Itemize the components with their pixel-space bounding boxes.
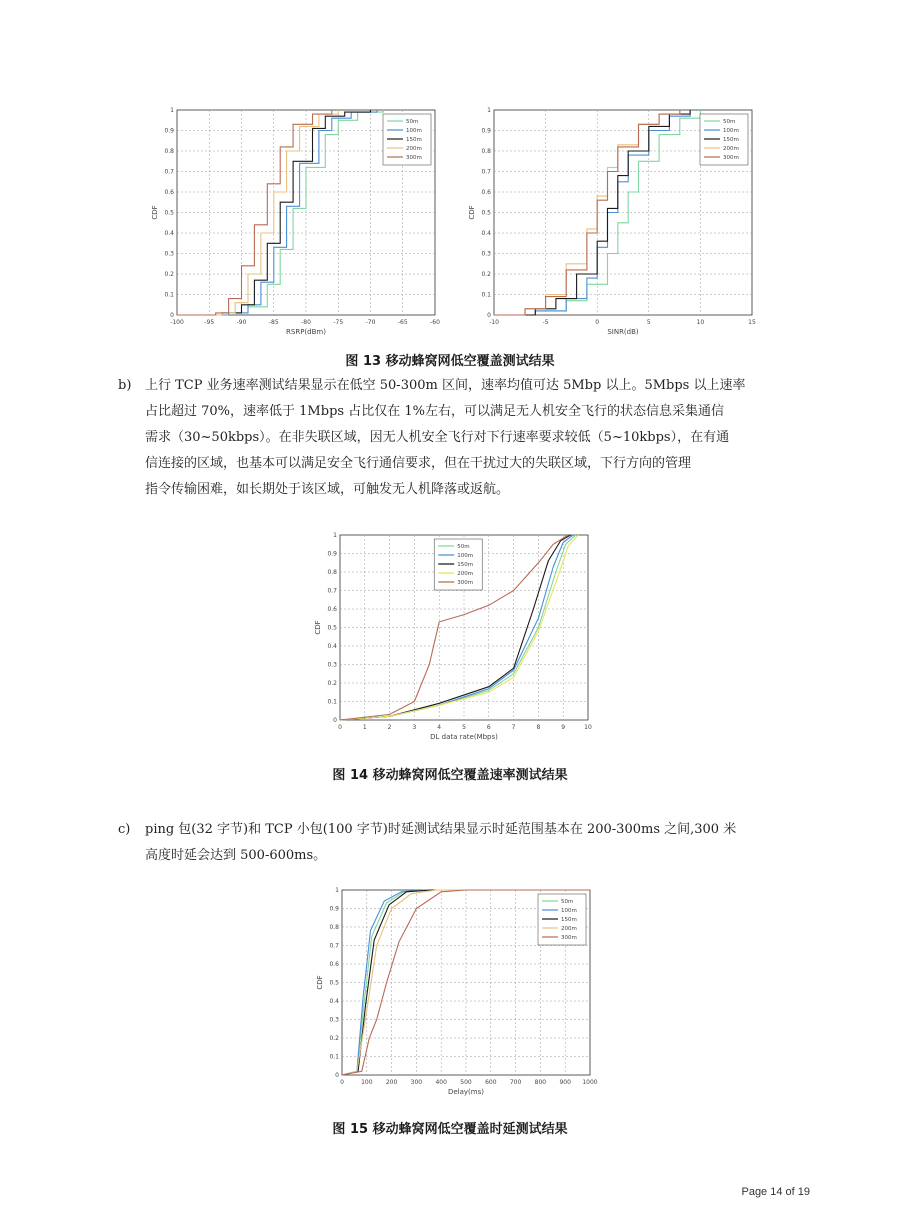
legend-label: 100m xyxy=(723,128,739,134)
x-axis-label: RSRP(dBm) xyxy=(286,328,326,336)
x-tick-label: 2 xyxy=(387,724,392,731)
legend-label: 200m xyxy=(457,571,474,577)
legend-label: 200m xyxy=(406,146,422,152)
x-tick-label: 100 xyxy=(361,1079,373,1086)
y-tick-label: 0.7 xyxy=(327,587,337,595)
x-tick-label: -5 xyxy=(542,319,549,326)
x-tick-label: 10 xyxy=(696,319,705,326)
legend-label: 300m xyxy=(561,935,577,941)
figure-13-caption: 图 13 移动蜂窝网低空覆盖测试结果 xyxy=(345,354,555,369)
x-tick-label: 900 xyxy=(559,1079,571,1086)
legend-label: 150m xyxy=(406,137,422,143)
paragraph-c-line-2: 高度时延会达到 500-600ms。 xyxy=(145,848,327,863)
legend-label: 50m xyxy=(561,899,574,905)
x-axis-label: Delay(ms) xyxy=(447,1088,485,1096)
figure-15-caption: 图 15 移动蜂窝网低空覆盖时延测试结果 xyxy=(332,1122,568,1137)
x-tick-label: 0 xyxy=(338,724,342,731)
legend-label: 50m xyxy=(406,119,419,125)
y-tick-label: 0.2 xyxy=(481,271,491,278)
y-tick-label: 0.6 xyxy=(481,189,491,196)
figure-15-chart xyxy=(310,880,600,1105)
x-tick-label: 800 xyxy=(534,1079,547,1086)
y-tick-label: 0.5 xyxy=(327,624,337,632)
x-tick-label: 700 xyxy=(509,1079,522,1086)
x-tick-label: 1 xyxy=(362,724,367,731)
legend-label: 150m xyxy=(561,917,577,923)
rsrp-cdf-chart xyxy=(145,100,445,345)
y-tick-label: 0.3 xyxy=(481,250,491,258)
x-tick-label: 8 xyxy=(536,724,541,731)
y-tick-label: 0.3 xyxy=(327,661,337,669)
x-tick-label: 0 xyxy=(595,319,600,326)
x-tick-label: 0 xyxy=(340,1079,344,1086)
figure-14-chart xyxy=(308,525,598,750)
x-tick-label: 400 xyxy=(435,1079,447,1086)
y-tick-label: 0.9 xyxy=(327,550,337,558)
y-tick-label: 0.6 xyxy=(327,606,337,613)
y-tick-label: 0.8 xyxy=(327,569,337,576)
legend-label: 150m xyxy=(457,562,474,568)
y-tick-label: 0.4 xyxy=(164,230,174,237)
legend-label: 300m xyxy=(406,155,422,161)
y-tick-label: 0.8 xyxy=(164,148,174,155)
x-tick-label: 200 xyxy=(385,1079,398,1086)
legend-label: 300m xyxy=(457,580,474,586)
y-tick-label: 0.2 xyxy=(329,1035,339,1042)
y-tick-label: 0.7 xyxy=(329,942,339,950)
y-tick-label: 0 xyxy=(333,717,337,724)
x-tick-label: 15 xyxy=(748,319,756,326)
figure-13-rsrp-chart xyxy=(145,100,445,345)
paragraph-b-line-5: 指令传输困难，如长期处于该区域，可触发无人机降落或返航。 xyxy=(145,482,510,497)
y-tick-label: 0.2 xyxy=(164,271,174,278)
paragraph-b xyxy=(118,373,818,503)
y-tick-label: 0.5 xyxy=(481,209,491,217)
x-axis-label: SINR(dB) xyxy=(607,328,639,336)
legend-label: 100m xyxy=(561,908,577,914)
y-tick-label: 1 xyxy=(333,532,337,539)
x-tick-label: -100 xyxy=(170,319,184,326)
x-tick-label: -75 xyxy=(333,319,344,326)
x-tick-label: -10 xyxy=(489,319,499,326)
figure-14-caption: 图 14 移动蜂窝网低空覆盖速率测试结果 xyxy=(332,768,568,783)
x-axis-label: DL data rate(Mbps) xyxy=(430,733,498,741)
y-axis-label: CDF xyxy=(468,205,476,220)
paragraph-b-line-3: 需求（30~50kbps）。在非失联区域，因无人机安全飞行对下行速率要求较低（5~10kbps），在有通 xyxy=(145,430,730,445)
y-tick-label: 0.4 xyxy=(327,643,337,650)
x-tick-label: 1000 xyxy=(582,1079,598,1086)
dl-rate-cdf-chart xyxy=(308,525,598,750)
x-tick-label: 6 xyxy=(486,724,491,731)
legend-label: 300m xyxy=(723,155,739,161)
y-tick-label: 0.2 xyxy=(327,680,337,687)
legend-label: 50m xyxy=(457,544,470,550)
x-tick-label: 10 xyxy=(584,724,592,731)
y-tick-label: 1 xyxy=(170,107,174,114)
paragraph-b-line-4: 信连接的区域，也基本可以满足安全飞行通信要求，但在干扰过大的失联区域，下行方向的管理 xyxy=(145,456,692,471)
y-axis-label: CDF xyxy=(151,205,159,220)
y-tick-label: 0.7 xyxy=(481,168,491,176)
legend-label: 50m xyxy=(723,119,736,125)
x-tick-label: 3 xyxy=(412,724,417,731)
y-tick-label: 0.1 xyxy=(164,291,174,299)
x-tick-label: 5 xyxy=(646,319,651,326)
y-tick-label: 0 xyxy=(335,1072,339,1079)
paragraph-b-marker: b) xyxy=(118,378,132,393)
x-tick-label: 9 xyxy=(561,724,566,731)
paragraph-b-line-1: 上行 TCP 业务速率测试结果显示在低空 50-300m 区间，速率均值可达 5Mbp 以上。5Mbps 以上速率 xyxy=(145,378,746,393)
y-tick-label: 0.1 xyxy=(327,698,337,706)
y-tick-label: 0.8 xyxy=(329,924,339,931)
x-tick-label: -95 xyxy=(204,319,215,326)
delay-cdf-chart xyxy=(310,880,600,1105)
legend-label: 200m xyxy=(561,926,577,932)
x-tick-label: -85 xyxy=(268,319,279,326)
x-tick-label: 300 xyxy=(410,1079,423,1086)
paragraph-c-line-1: ping 包(32 字节)和 TCP 小包(100 字节)时延测试结果显示时延范围基本在 200-300ms 之间,300 米 xyxy=(145,822,737,837)
legend-label: 150m xyxy=(723,137,739,143)
paragraph-c xyxy=(118,817,818,869)
y-tick-label: 0.6 xyxy=(329,961,339,968)
x-tick-label: 4 xyxy=(437,724,442,731)
y-tick-label: 0.9 xyxy=(329,905,339,913)
x-tick-label: 7 xyxy=(511,724,516,731)
page-number: Page 14 of 19 xyxy=(741,1186,810,1198)
legend-label: 100m xyxy=(406,128,422,134)
y-tick-label: 0.8 xyxy=(481,148,491,155)
y-tick-label: 1 xyxy=(335,887,339,894)
y-tick-label: 0.9 xyxy=(481,127,491,135)
y-tick-label: 0.1 xyxy=(481,291,491,299)
legend-label: 200m xyxy=(723,146,739,152)
y-tick-label: 0.3 xyxy=(329,1016,339,1024)
x-tick-label: 600 xyxy=(485,1079,497,1086)
y-tick-label: 0.4 xyxy=(329,998,339,1005)
y-tick-label: 0 xyxy=(487,312,491,319)
y-tick-label: 0.5 xyxy=(164,209,174,217)
y-tick-label: 0.7 xyxy=(164,168,174,176)
y-tick-label: 0.4 xyxy=(481,230,491,237)
y-tick-label: 0 xyxy=(170,312,174,319)
x-tick-label: 500 xyxy=(460,1079,472,1086)
y-axis-label: CDF xyxy=(314,620,322,635)
y-tick-label: 0.5 xyxy=(329,979,339,987)
y-tick-label: 0.1 xyxy=(329,1053,339,1061)
paragraph-c-marker: c) xyxy=(118,822,131,837)
x-tick-label: -60 xyxy=(430,319,440,326)
legend-label: 100m xyxy=(457,553,474,559)
paragraph-b-line-2: 占比超过 70%，速率低于 1Mbps 占比仅在 1%左右，可以满足无人机安全飞行的状态信息采集通信 xyxy=(145,404,724,419)
x-tick-label: -70 xyxy=(365,319,376,326)
y-tick-label: 0.3 xyxy=(164,250,174,258)
y-tick-label: 0.9 xyxy=(164,127,174,135)
y-tick-label: 0.6 xyxy=(164,189,174,196)
y-tick-label: 1 xyxy=(487,107,491,114)
x-tick-label: -65 xyxy=(397,319,408,326)
x-tick-label: -80 xyxy=(301,319,311,326)
figure-13-sinr-chart xyxy=(462,100,762,345)
x-tick-label: 5 xyxy=(462,724,466,731)
x-tick-label: -90 xyxy=(236,319,247,326)
y-axis-label: CDF xyxy=(316,975,324,990)
sinr-cdf-chart xyxy=(462,100,762,345)
